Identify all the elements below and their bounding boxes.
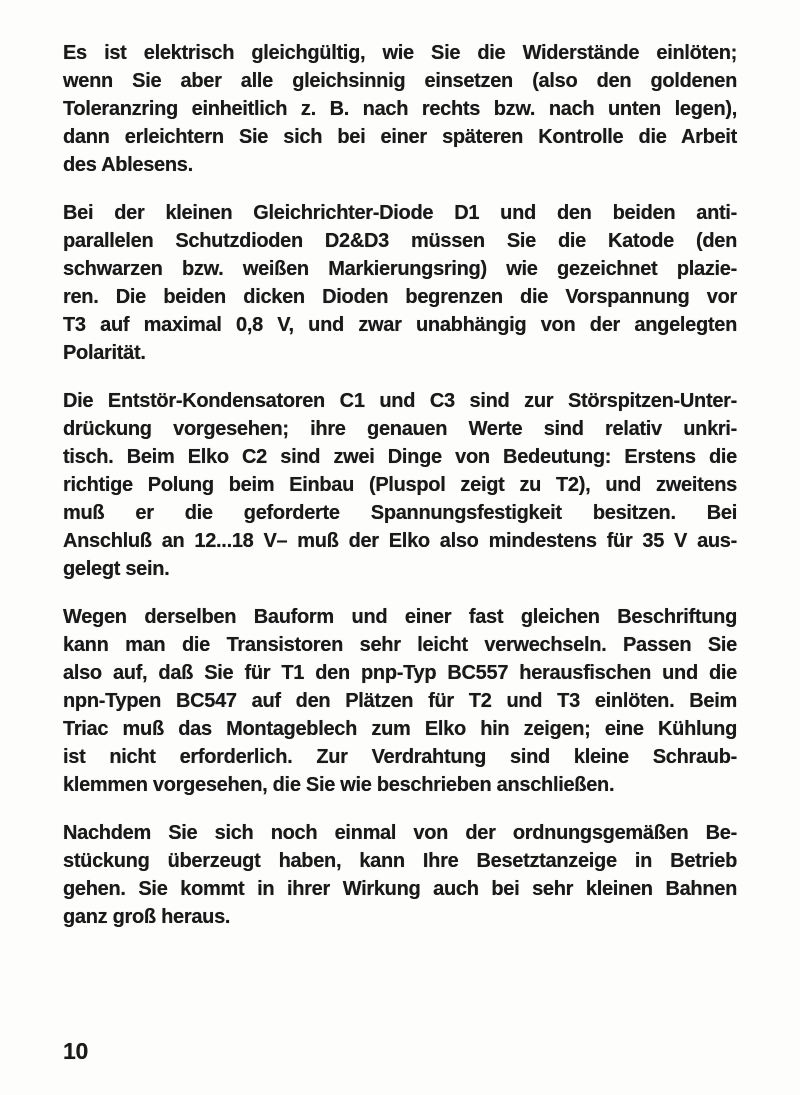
text-line: wenn Sie aber alle gleichsinnig einsetzen (also den goldenen	[63, 70, 737, 92]
text-line: Wegen derselben Bauform und einer fast gleichen Beschriftung	[63, 606, 737, 628]
paragraph-diodes	[63, 199, 737, 367]
text-line: Toleranzring einheitlich z. B. nach rechts bzw. nach unten legen),	[63, 98, 737, 120]
text-line: gelegt sein.	[63, 558, 170, 580]
text-line: Nachdem Sie sich noch einmal von der ordnungsgemäßen Be-	[63, 822, 737, 844]
text-line: richtige Polung beim Einbau (Pluspol zeigt zu T2), und zweitens	[63, 474, 737, 496]
text-line: Triac muß das Montageblech zum Elko hin zeigen; eine Kühlung	[63, 718, 737, 740]
text-line: des Ablesens.	[63, 154, 193, 176]
text-line: ganz groß heraus.	[63, 906, 231, 928]
paragraph-capacitors	[63, 387, 737, 583]
text-line: T3 auf maximal 0,8 V, und zwar unabhängig von der angelegten	[63, 314, 737, 336]
text-line: Bei der kleinen Gleichrichter-Diode D1 und den beiden anti-	[63, 202, 737, 224]
text-line: gehen. Sie kommt in ihrer Wirkung auch bei sehr kleinen Bahnen	[63, 878, 737, 900]
text-line: kann man die Transistoren sehr leicht verwechseln. Passen Sie	[63, 634, 737, 656]
paragraph-closing	[63, 819, 737, 931]
text-line: also auf, daß Sie für T1 den pnp-Typ BC557 herausfischen und die	[63, 662, 737, 684]
text-line: tisch. Beim Elko C2 sind zwei Dinge von Bedeutung: Erstens die	[63, 446, 737, 468]
text-line: parallelen Schutzdioden D2&D3 müssen Sie die Katode (den	[63, 230, 737, 252]
text-line: Es ist elektrisch gleichgültig, wie Sie die Widerstände einlöten;	[63, 42, 737, 64]
paragraph-resistors	[63, 39, 737, 179]
text-line: klemmen vorgesehen, die Sie wie beschrieben anschließen.	[63, 774, 615, 796]
text-line: Polarität.	[63, 342, 146, 364]
text-line: schwarzen bzw. weißen Markierungsring) wie gezeichnet plazie-	[63, 258, 737, 280]
paragraph-transistors	[63, 603, 737, 799]
body-text	[63, 39, 737, 951]
text-line: muß er die geforderte Spannungsfestigkeit besitzen. Bei	[63, 502, 737, 524]
text-line: Anschluß an 12...18 V– muß der Elko also mindestens für 35 V aus-	[63, 530, 737, 552]
text-line: Die Entstör-Kondensatoren C1 und C3 sind zur Störspitzen-Unter-	[63, 390, 737, 412]
text-line: ren. Die beiden dicken Dioden begrenzen die Vorspannung vor	[63, 286, 737, 308]
text-line: stückung überzeugt haben, kann Ihre Besetztanzeige in Betrieb	[63, 850, 737, 872]
text-line: drückung vorgesehen; ihre genauen Werte sind relativ unkri-	[63, 418, 737, 440]
page-number: 10	[63, 1038, 88, 1064]
text-line: ist nicht erforderlich. Zur Verdrahtung sind kleine Schraub-	[63, 746, 737, 768]
text-line: npn-Typen BC547 auf den Plätzen für T2 und T3 einlöten. Beim	[63, 690, 737, 712]
text-line: dann erleichtern Sie sich bei einer späteren Kontrolle die Arbeit	[63, 126, 737, 148]
